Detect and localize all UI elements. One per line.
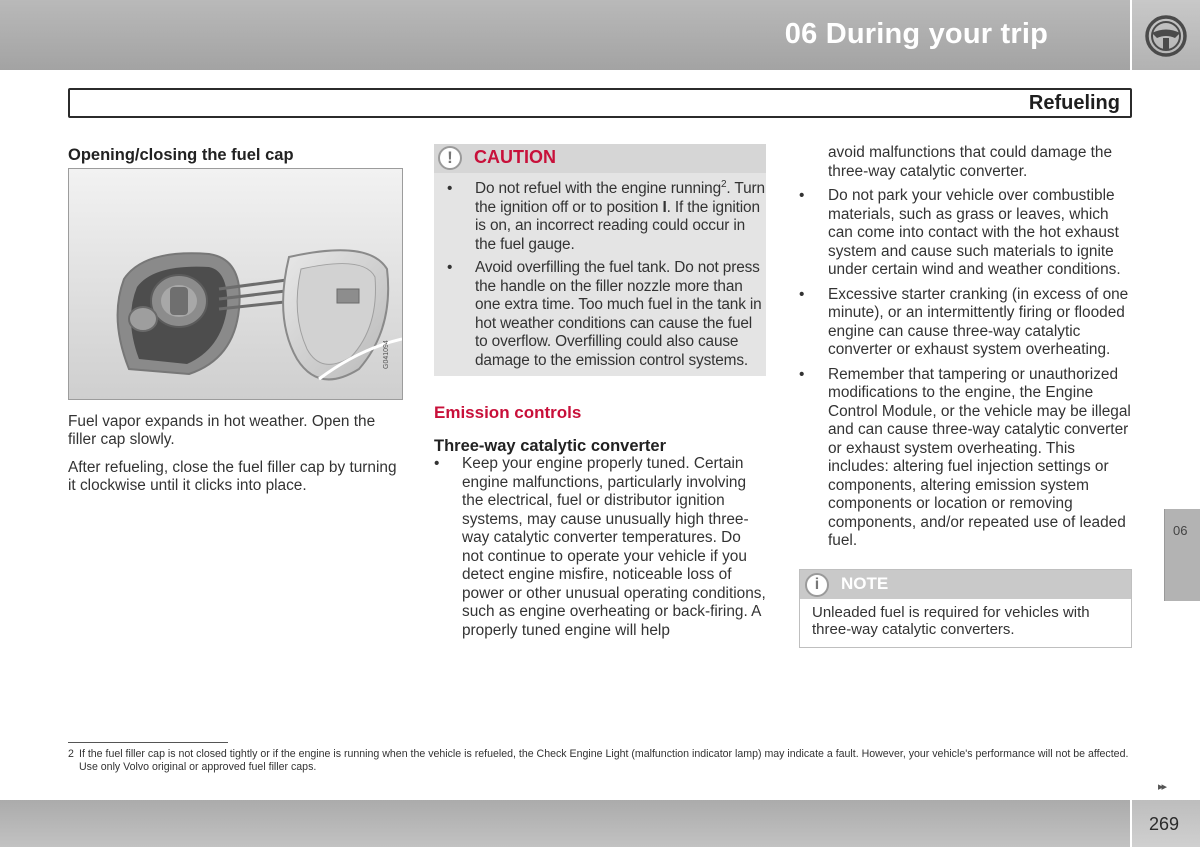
figure-id: G041094 (383, 339, 390, 369)
section-bar (68, 88, 1132, 118)
note-header (800, 570, 1131, 599)
chapter-tab-label: 06 (1173, 523, 1188, 538)
fuel-cap-illustration (68, 168, 403, 400)
caution-box (434, 144, 766, 376)
middle-column (434, 144, 766, 640)
chapter-tab[interactable] (1164, 509, 1200, 601)
steering-wheel-icon (1144, 14, 1188, 58)
info-icon: i (805, 573, 829, 597)
vapor-paragraph: Fuel vapor expands in hot weather. Open the filler cap slowly. (68, 412, 376, 448)
right-list (799, 187, 1132, 551)
caution-title: CAUTION (474, 147, 556, 167)
footer-band (0, 800, 1130, 847)
left-column (68, 146, 403, 496)
list-item: • Remember that tampering or unauthorized modifications to the engine, the Engine Control Module, or the vehicle may be illegal and can cause three-way catalytic converter or exhaust system overheating. This includes: altering fuel injection settings or components, altering emission system components or location or removing components, and/or repeated use of leaded fuel. (799, 365, 1131, 549)
caution-header (434, 144, 766, 173)
list-item: • Do not refuel with the engine running$^2$. Turn the ignition off or to position I. If the ignition is on, an incorrect reading could occur in the fuel gauge. (447, 178, 765, 253)
chapter-icon-box (1132, 0, 1200, 70)
list-item: • Keep your engine properly tuned. Certain engine malfunctions, particularly involving the electrical, fuel or distributor ignition systems, may cause unusually high three-way catalytic converter temperatures. Do not continue to operate your vehicle if you detect engine misfire, noticeable loss of power or other unusual operating conditions, such as engine overheating or back-firing. A properly tuned engine will help (434, 455, 766, 639)
note-box (799, 569, 1132, 648)
footnote (68, 748, 1130, 774)
header-band (0, 0, 1130, 70)
list-item: • Avoid overfilling the fuel tank. Do not press the handle on the filler nozzle more than one extra time. Too much fuel in the tank in hot weather conditions can cause the fuel to overflow. Overfilling could also cause damage to the emission control systems. (447, 259, 762, 369)
right-column (799, 144, 1132, 648)
emission-list (434, 455, 766, 640)
continued-paragraph: avoid malfunctions that could damage the three-way catalytic converter. (828, 144, 1113, 180)
page-number-box (1132, 800, 1200, 847)
section-title: Refueling (1028, 92, 1120, 114)
double-arrow-right-icon[interactable]: ▸▸ (1158, 781, 1166, 793)
emission-controls-heading: Emission controls (434, 403, 582, 422)
close-cap-paragraph: After refueling, close the fuel filler cap by turning it clockwise until it clicks into place. (68, 458, 397, 494)
chapter-title: 06 During your trip (784, 18, 1048, 50)
footnote-mark: 2 (68, 748, 74, 760)
fuel-cap-heading: Opening/closing the fuel cap (68, 146, 294, 164)
footnote-text: If the fuel filler cap is not closed tightly or if the engine is running when the vehicle is refueled, the Check Engine Light (malfunction indicator lamp) may indicate a fault. However, your vehicle's performance will not be affected. Use only Volvo original or approved fuel filler caps. (79, 748, 1129, 773)
footnote-rule (68, 742, 228, 743)
list-item: • Do not park your vehicle over combustible materials, such as grass or leaves, which can come into contact with the hot exhaust system and cause such materials to ignite under certain wind and weather conditions. (799, 187, 1121, 278)
note-text: Unleaded fuel is required for vehicles with three-way catalytic converters. (812, 603, 1090, 638)
caution-list (434, 180, 766, 370)
note-title: NOTE (841, 573, 889, 593)
catalytic-converter-heading: Three-way catalytic converter (434, 436, 667, 455)
page-number: 269 (1149, 814, 1180, 834)
list-item: • Excessive starter cranking (in excess of one minute), or an intermittently firing or flooded engine can cause three-way catalytic converter or exhaust system overheating. (799, 285, 1129, 358)
warning-icon: ! (438, 146, 462, 170)
